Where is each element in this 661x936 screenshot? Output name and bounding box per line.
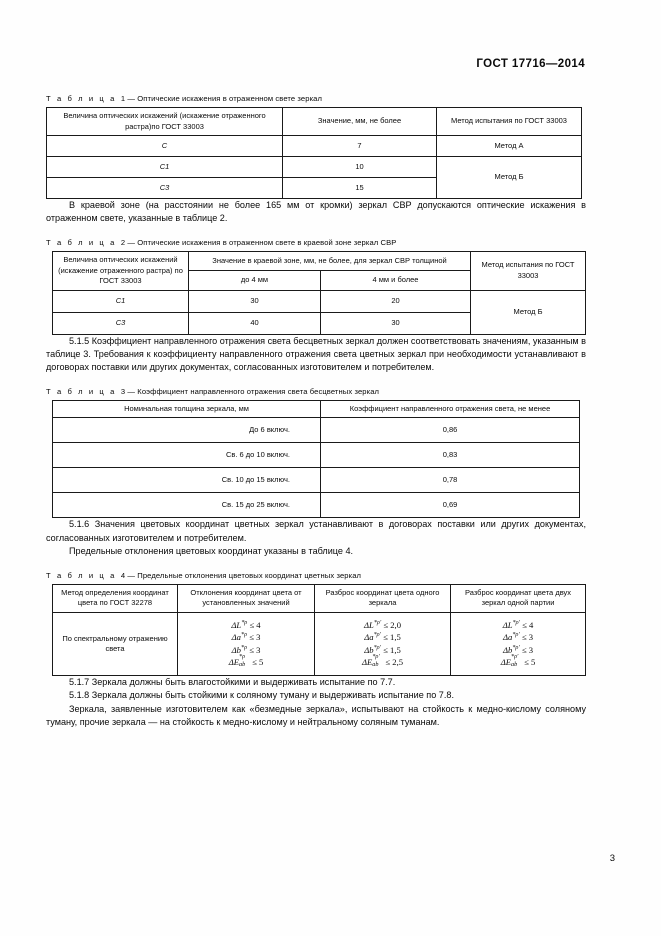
table-3-cell-coefficient-2: 0,78 (321, 468, 580, 493)
table-2-cell-method-0: Метод Б (471, 290, 586, 334)
table-4-header-row (53, 584, 586, 612)
table-3-caption-text: — Коэффициент направленного отражения света бесцветных зеркал (127, 386, 380, 396)
table-2-caption-text: — Оптические искажения в отраженном свете в краевой зоне зеркал СВР (127, 238, 397, 248)
table-2-header-sub-thin: до 4 мм (189, 271, 321, 290)
table-row (53, 418, 580, 443)
table-row (47, 136, 582, 157)
table-1-wrapper (46, 107, 586, 199)
table-row (47, 157, 582, 178)
table-2 (52, 251, 586, 335)
table-2-caption-prefix: Т а б л и ц а (46, 238, 117, 248)
table-1-cell-value-2: 15 (283, 178, 437, 199)
table-3-header-row (53, 400, 580, 418)
table-2-header-quantity: Величина оптических искажений (искажение отраженного растра) по ГОСТ 33003 (53, 252, 189, 291)
table-2-cell-thin-0: 30 (189, 290, 321, 312)
table-2-caption-number: 2 (120, 238, 126, 248)
formula-delta-E-ab: ΔE *ρ′ ab ≤ 5 (500, 652, 536, 668)
table-row (53, 443, 580, 468)
table-2-header-group: Значение в краевой зоне, мм, не более, для зеркал СВР толщиной (189, 252, 471, 271)
table-3-cell-thickness-0: До 6 включ. (53, 418, 321, 443)
table-4-caption-text: — Предельные отклонения цветовых координат цветных зеркал (127, 570, 362, 580)
table-1-cell-value-0: 7 (283, 136, 437, 157)
formula-delta-a: $\Delta a^{*\rho'} \le 3$ (502, 631, 534, 643)
table-4-header-spread-two: Разброс координат цвета двух зеркал одной партии (451, 584, 586, 612)
formula-delta-b: $\Delta b^{*\rho} \le 3$ (231, 643, 261, 655)
table-1-cell-name-2: С3 (47, 178, 283, 199)
table-row (53, 468, 580, 493)
table-row (53, 612, 586, 676)
table-4-header-deviation: Отклонения координат цвета от установленных значений (178, 584, 315, 612)
table-2-cell-thin-1: 40 (189, 312, 321, 334)
formula-delta-E-ab: ΔE *ρ′ ab ≤ 2,5 (361, 652, 404, 668)
formula-delta-b: $\Delta b^{*\rho'} \le 1,5$ (364, 643, 401, 655)
table-1-cell-method-0: Метод А (437, 136, 582, 157)
table-1-cell-name-1: С1 (47, 157, 283, 178)
table-3-header-coefficient: Коэффициент направленного отражения света, не менее (321, 400, 580, 418)
table-1-header-row (47, 108, 582, 136)
table-2-cell-thick-0: 20 (321, 290, 471, 312)
table-1-caption-number: 1 (120, 94, 126, 103)
table-1-caption (46, 94, 586, 103)
paragraph-5-1-7: 5.1.7 Зеркала должны быть влагостойкими и выдерживать испытание по 7.7. (69, 677, 396, 688)
table-2-cell-thick-1: 30 (321, 312, 471, 334)
table-1-cell-value-1: 10 (283, 157, 437, 178)
table-3-cell-coefficient-3: 0,69 (321, 493, 580, 518)
paragraph-edge-zone: В краевой зоне (на расстоянии не более 165 мм от кромки) зеркал СВР допускаются оптические искажения в отраженном свете, указанные в таблице 2. (46, 200, 586, 224)
table-4-caption-number: 4 (120, 570, 126, 580)
paragraph-5-1-6-b: Предельные отклонения цветовых координат указаны в таблице 4. (69, 545, 354, 556)
table-4-cell-spread-two-formulas (451, 612, 586, 676)
table-1-cell-method-1: Метод Б (437, 157, 582, 199)
table-4-cell-spread-one-formulas (315, 612, 451, 676)
paragraph-5-1-6: 5.1.6 Значения цветовых координат цветных зеркал устанавливают в договорах поставки или других документах, согласованных изготовителем и потребителем. (46, 519, 586, 543)
formula-delta-L: $\Delta L^{*\rho} \le 4$ (231, 618, 261, 630)
table-3-caption-prefix: Т а б л и ц а (46, 386, 117, 396)
formula-delta-L: $\Delta L^{*\rho'} \le 4$ (502, 618, 534, 630)
table-1-header-method: Метод испытания по ГОСТ 33003 (437, 108, 582, 136)
table-3-header-thickness: Номинальная толщина зеркала, мм (53, 400, 321, 418)
table-2-header-method: Метод испытания по ГОСТ 33003 (471, 252, 586, 291)
table-3-cell-thickness-3: Св. 15 до 25 включ. (53, 493, 321, 518)
table-4-header-spread-one: Разброс координат цвета одного зеркала (315, 584, 451, 612)
table-4-cell-method-label: По спектральному отражению света (53, 612, 178, 676)
table-2-cell-name-1: С3 (53, 312, 189, 334)
page-content (46, 58, 586, 729)
page-number: 3 (609, 853, 615, 864)
paragraph-5-1-8: 5.1.8 Зеркала должны быть стойкими к соляному туману и выдерживать испытание по 7.8. (69, 690, 454, 701)
table-2-header-sub-thick: 4 мм и более (321, 271, 471, 290)
table-4-caption (46, 571, 586, 580)
table-1-header-quantity: Величина оптических искажений (искажение отраженного растра)по ГОСТ 33003 (47, 108, 283, 136)
table-2-caption (46, 238, 586, 247)
table-2-cell-name-0: С1 (53, 290, 189, 312)
table-3-caption (46, 387, 586, 396)
standard-number-header: ГОСТ 17716—2014 (476, 58, 585, 70)
table-1-cell-name-0: С (47, 136, 283, 157)
table-2-header-row-top (53, 252, 586, 271)
formula-delta-a: $\Delta a^{*\rho} \le 3$ (231, 631, 261, 643)
table-row (53, 290, 586, 312)
table-1-header-value: Значение, мм, не более (283, 108, 437, 136)
table-3-cell-coefficient-0: 0,86 (321, 418, 580, 443)
table-1-caption-text: — Оптические искажения в отраженном свете зеркал (127, 94, 323, 103)
formula-delta-L: $\Delta L^{*\rho'} \le 2,0$ (363, 618, 401, 630)
paragraph-5-1-5: 5.1.5 Коэффициент направленного отражения света бесцветных зеркал должен соответствовать значениям, указанным в таблице 3. Требования к коэффициенту направленного отражения света цветных зеркал при необходимости устанавливают в договорах поставки или других документах, согласованных изготовителем и потребителем. (46, 335, 586, 372)
table-3 (52, 400, 580, 519)
table-3-cell-coefficient-1: 0,83 (321, 443, 580, 468)
table-row (53, 493, 580, 518)
table-1 (46, 107, 582, 199)
table-4 (52, 584, 586, 677)
formula-delta-b: $\Delta b^{*\rho'} \le 3$ (502, 643, 534, 655)
table-3-caption-number: 3 (120, 386, 126, 396)
paragraph-5-1-8-b: Зеркала, заявленные изготовителем как «безмедные зеркала», испытывают на стойкость к медно-кислому соляному туману, прочие зеркала — на стойкость к медно-кислому и нейтральному соляным туманам. (46, 703, 586, 727)
table-4-cell-deviation-formulas (178, 612, 315, 676)
table-4-caption-prefix: Т а б л и ц а (46, 570, 117, 580)
formula-delta-E-ab: ΔE *ρ ab ≤ 5 (228, 652, 264, 668)
table-4-header-method: Метод определения координат цвета по ГОСТ 32278 (53, 584, 178, 612)
formula-delta-a: $\Delta a^{*\rho'} \le 1,5$ (364, 631, 401, 643)
table-3-cell-thickness-1: Св. 6 до 10 включ. (53, 443, 321, 468)
table-3-cell-thickness-2: Св. 10 до 15 включ. (53, 468, 321, 493)
table-1-caption-prefix: Т а б л и ц а (46, 94, 117, 103)
